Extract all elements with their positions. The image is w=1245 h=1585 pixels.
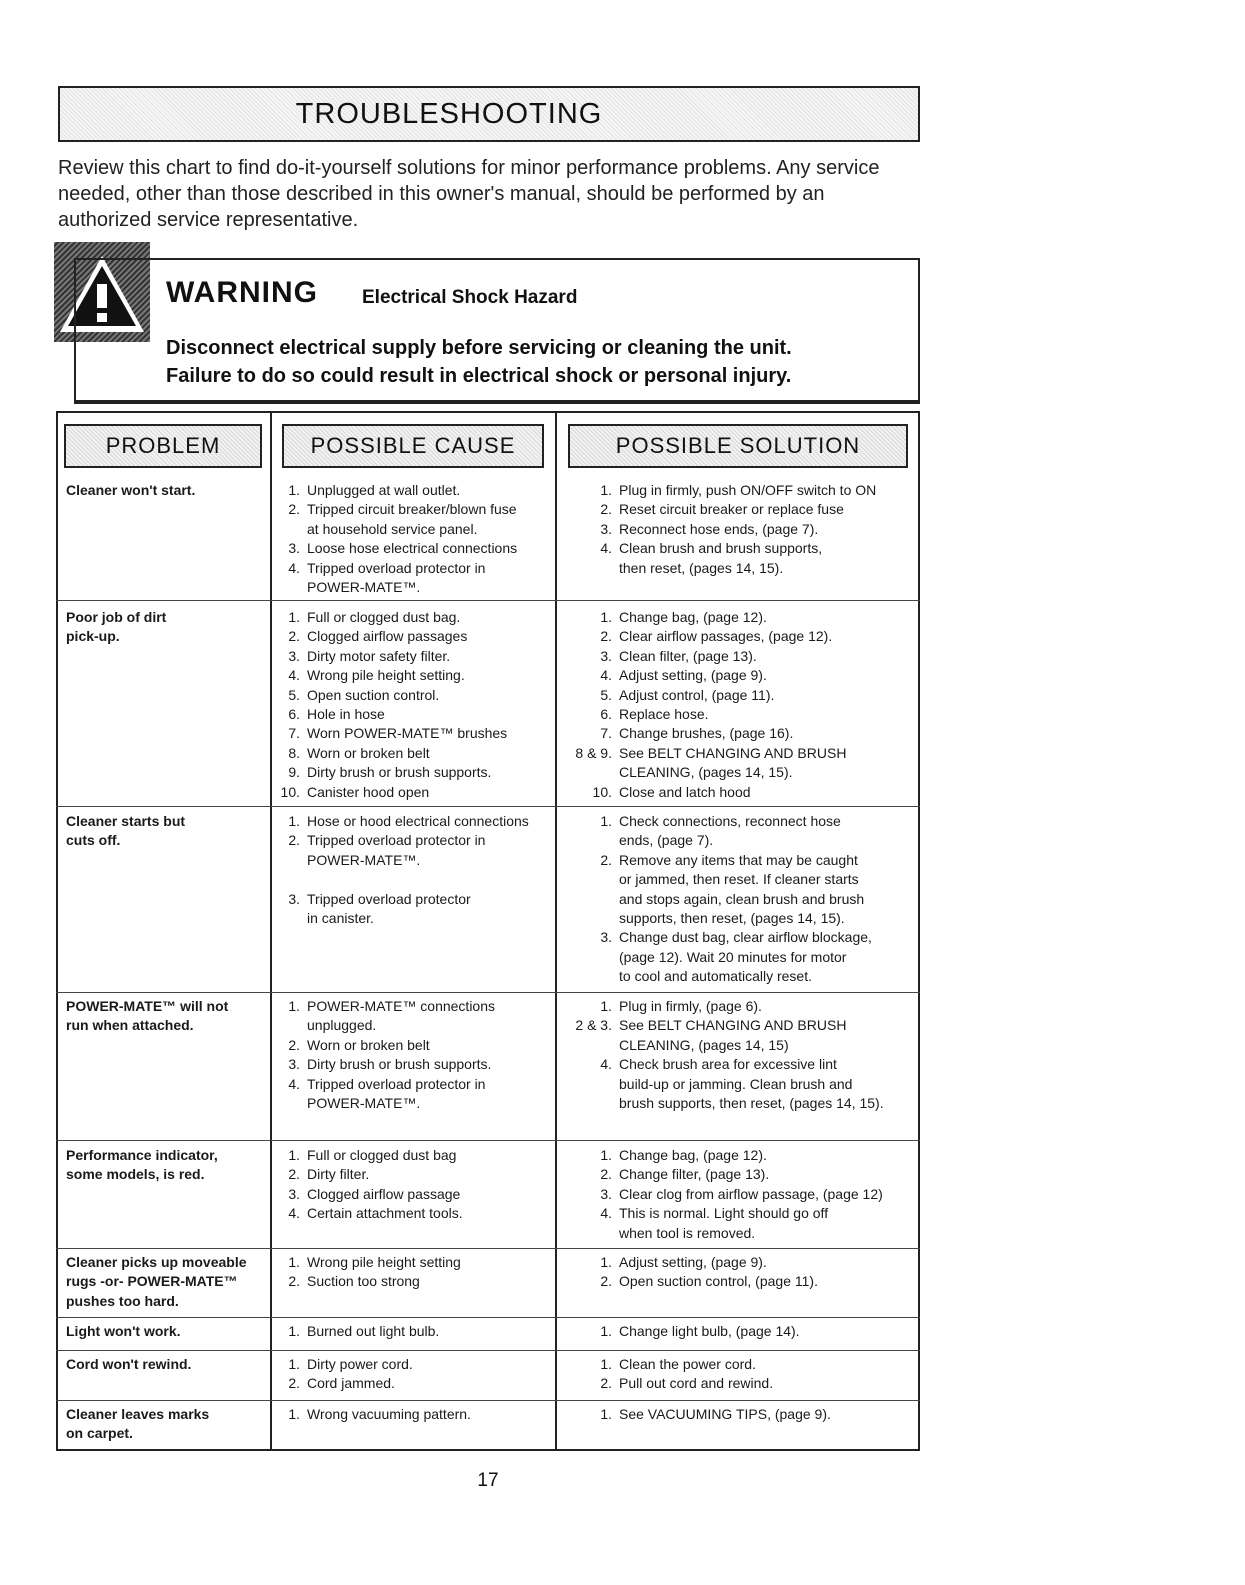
item-number: 3. xyxy=(600,647,612,664)
item-text: Pull out cord and rewind. xyxy=(619,1375,774,1392)
item-number: 8. xyxy=(288,744,300,761)
item-number: 2. xyxy=(600,851,612,868)
item-text: Worn POWER-MATE™ brushes xyxy=(307,725,508,742)
item-text: Worn or broken belt xyxy=(307,1036,430,1053)
list-item xyxy=(568,724,914,743)
item-text: Clogged airflow passages xyxy=(307,628,468,645)
item-number: 5. xyxy=(288,686,300,703)
item-text: Plug in firmly, push ON/OFF switch to ON xyxy=(619,482,877,498)
list-item xyxy=(280,1185,556,1204)
item-text: Close and latch hood xyxy=(619,783,751,800)
item-text: Reset circuit breaker or replace fuse xyxy=(619,501,844,518)
list-item xyxy=(280,763,556,782)
item-number: 2. xyxy=(288,501,300,518)
item-text: Clean the power cord. xyxy=(619,1356,756,1372)
item-number: 2. xyxy=(288,1036,300,1053)
list-item xyxy=(280,831,556,870)
item-number: 4. xyxy=(288,667,300,684)
problem-cell: Light won't work. xyxy=(66,1323,181,1339)
sol-list xyxy=(568,1405,914,1424)
list-item xyxy=(568,783,914,802)
item-text: Full or clogged dust bag. xyxy=(307,609,461,625)
item-number: 1. xyxy=(288,482,300,498)
item-number: 2. xyxy=(600,1375,612,1392)
item-text: Wrong vacuuming pattern. xyxy=(307,1406,471,1422)
item-text: Clean filter, (page 13). xyxy=(619,647,757,664)
item-number: 2. xyxy=(288,628,300,645)
item-number: 2. xyxy=(600,1273,612,1290)
item-number: 1. xyxy=(600,1406,612,1422)
list-item xyxy=(280,539,556,558)
sol-list xyxy=(568,1253,914,1292)
item-text: Tripped circuit breaker/blown fuse at household service panel. xyxy=(307,501,517,537)
item-number: 3. xyxy=(288,647,300,664)
item-number: 1. xyxy=(288,1254,300,1270)
item-number: 3. xyxy=(288,1056,300,1073)
list-item xyxy=(280,500,556,539)
list-item xyxy=(280,1055,556,1074)
cause-list xyxy=(280,812,556,928)
warning-message xyxy=(166,334,906,390)
row-separator xyxy=(56,1350,920,1351)
item-text: Hole in hose xyxy=(307,706,385,723)
list-item xyxy=(568,1204,914,1243)
list-item xyxy=(568,744,914,783)
item-text: Canister hood open xyxy=(307,783,430,800)
header-problem: PROBLEM xyxy=(64,424,262,468)
item-text xyxy=(307,870,556,889)
list-item xyxy=(568,1055,914,1113)
item-number: 1. xyxy=(600,998,612,1014)
item-text: Dirty brush or brush supports. xyxy=(307,764,492,781)
item-number: 6. xyxy=(288,706,300,723)
item-text: Full or clogged dust bag xyxy=(307,1147,457,1163)
item-text: Reconnect hose ends, (page 7). xyxy=(619,520,819,537)
item-text: Clear clog from airflow passage, (page 12) xyxy=(619,1185,883,1202)
list-item xyxy=(568,666,914,685)
item-text: Adjust setting, (page 9). xyxy=(619,1254,767,1270)
list-item xyxy=(568,1374,914,1393)
row-separator xyxy=(56,1400,920,1401)
item-text: Clogged airflow passage xyxy=(307,1185,461,1202)
item-number: 2. xyxy=(600,628,612,645)
cause-list xyxy=(280,608,556,802)
item-text: See BELT CHANGING AND BRUSH CLEANING, (pages 14, 15). xyxy=(619,744,847,781)
page-number: 17 xyxy=(477,1470,499,1491)
list-item xyxy=(568,647,914,666)
list-item xyxy=(568,1405,914,1424)
row-separator xyxy=(56,1248,920,1249)
item-number: 4. xyxy=(600,1056,612,1073)
list-item xyxy=(280,890,556,929)
item-number: 1. xyxy=(600,609,612,625)
sol-list xyxy=(568,608,914,802)
item-number: 2. xyxy=(288,1166,300,1183)
item-text: Wrong pile height setting xyxy=(307,1254,461,1270)
item-number: 1. xyxy=(288,1356,300,1372)
cause-list xyxy=(280,997,556,1113)
list-item xyxy=(280,1075,556,1114)
item-number: 1. xyxy=(600,1147,612,1163)
item-text: Tripped overload protector in POWER-MATE™. xyxy=(307,1075,486,1112)
item-text: Clean brush and brush supports, then reset, (pages 14, 15). xyxy=(619,540,823,576)
list-item xyxy=(568,627,914,646)
item-number: 3. xyxy=(288,1185,300,1202)
item-text: Open suction control. xyxy=(307,686,440,703)
list-item xyxy=(280,997,556,1036)
item-number: 2. xyxy=(600,1166,612,1183)
item-number: 7. xyxy=(600,725,612,742)
item-text: Loose hose electrical connections xyxy=(307,540,518,557)
list-item xyxy=(280,1165,556,1184)
item-number: 2. xyxy=(600,501,612,518)
list-item xyxy=(280,724,556,743)
item-number: 2. xyxy=(288,832,300,849)
list-item xyxy=(568,1185,914,1204)
item-text: Change bag, (page 12). xyxy=(619,1147,767,1163)
problem-cell: Cord won't rewind. xyxy=(66,1356,192,1372)
item-text: This is normal. Light should go off when tool is removed. xyxy=(619,1205,829,1241)
item-text: Plug in firmly, (page 6). xyxy=(619,998,762,1014)
header-possible-cause: POSSIBLE CAUSE xyxy=(282,424,544,468)
item-number: 1. xyxy=(600,482,612,498)
list-item xyxy=(568,851,914,929)
list-item xyxy=(280,1036,556,1055)
list-item xyxy=(280,1272,556,1291)
problem-cell: POWER-MATE™ will not run when attached. xyxy=(66,998,229,1034)
item-text: Suction too strong xyxy=(307,1273,420,1290)
item-number: 4. xyxy=(288,559,300,576)
item-text: Open suction control, (page 11). xyxy=(619,1273,818,1290)
item-text: Dirty brush or brush supports. xyxy=(307,1056,492,1073)
item-number: 1. xyxy=(600,1254,612,1270)
item-text: Dirty filter. xyxy=(307,1166,370,1183)
cause-list xyxy=(280,481,556,597)
item-text: Change brushes, (page 16). xyxy=(619,725,794,742)
item-text: See BELT CHANGING AND BRUSH CLEANING, (pages 14, 15) xyxy=(619,1017,847,1053)
sol-list xyxy=(568,812,914,987)
list-item xyxy=(280,686,556,705)
list-item xyxy=(568,1272,914,1291)
cause-list xyxy=(280,1405,556,1424)
list-item xyxy=(568,1253,914,1272)
sol-list xyxy=(568,1355,914,1394)
item-number: 7. xyxy=(288,725,300,742)
item-number: 6. xyxy=(600,706,612,723)
list-item xyxy=(568,812,914,851)
row-separator xyxy=(56,1140,920,1141)
list-item xyxy=(568,997,914,1016)
item-text: Check brush area for excessive lint build-up or jamming. Clean brush and brush supports, then reset, (pages 14, 15). xyxy=(619,1056,884,1112)
list-item xyxy=(280,559,556,598)
sol-list xyxy=(568,1322,914,1341)
item-number: 9. xyxy=(288,764,300,781)
column-divider xyxy=(270,411,272,1451)
list-item xyxy=(568,1146,914,1165)
item-number: 10. xyxy=(592,783,612,800)
item-number: 5. xyxy=(600,686,612,703)
item-text: Worn or broken belt xyxy=(307,744,430,761)
item-text: Hose or hood electrical connections xyxy=(307,813,529,829)
list-item xyxy=(280,608,556,627)
list-item xyxy=(568,1165,914,1184)
item-text: Tripped overload protector in POWER-MATE™. xyxy=(307,559,486,596)
list-item xyxy=(280,647,556,666)
item-text: Change dust bag, clear airflow blockage, (page 12). Wait 20 minutes for motor to cool and automatically reset. xyxy=(619,929,872,985)
list-item xyxy=(280,1355,556,1374)
list-item xyxy=(568,539,914,578)
item-number: 3. xyxy=(600,520,612,537)
list-item xyxy=(280,1204,556,1223)
list-item xyxy=(280,1374,556,1393)
list-item xyxy=(568,520,914,539)
item-number: 3. xyxy=(600,1185,612,1202)
list-item xyxy=(280,870,556,889)
list-item xyxy=(568,481,914,500)
title-banner xyxy=(58,86,920,142)
list-item xyxy=(280,705,556,724)
item-number: 2. xyxy=(288,1273,300,1290)
row-separator xyxy=(56,992,920,993)
item-text: Change bag, (page 12). xyxy=(619,609,767,625)
list-item xyxy=(568,500,914,519)
cause-list xyxy=(280,1253,556,1292)
row-separator xyxy=(56,806,920,807)
item-number: 4. xyxy=(600,1205,612,1222)
list-item xyxy=(568,1355,914,1374)
cause-list xyxy=(280,1322,556,1341)
item-number: 3. xyxy=(600,929,612,946)
list-item xyxy=(280,627,556,646)
intro-paragraph: Review this chart to find do-it-yourself solutions for minor performance problems. Any service needed, other than those described in this owner's manual, should be performed by an authorized service representative. xyxy=(58,157,880,231)
problem-cell: Cleaner starts but cuts off. xyxy=(66,813,186,849)
item-text: Burned out light bulb. xyxy=(307,1323,440,1339)
item-text: Certain attachment tools. xyxy=(307,1205,463,1222)
item-text: Unplugged at wall outlet. xyxy=(307,482,461,498)
problem-cell: Performance indicator, some models, is red. xyxy=(66,1147,218,1183)
list-item xyxy=(280,1405,556,1424)
item-number: 4. xyxy=(600,667,612,684)
warning-line-2: Failure to do so could result in electrical shock or personal injury. xyxy=(166,365,792,387)
list-item xyxy=(280,481,556,500)
problem-cell: Cleaner picks up moveable rugs -or- POWER-MATE™ pushes too hard. xyxy=(66,1254,247,1309)
item-text: Remove any items that may be caught or jammed, then reset. If cleaner starts and stops again, clean brush and brush supports, then reset, (pages 14, 15). xyxy=(619,851,865,927)
item-number xyxy=(280,870,300,889)
item-number: 1. xyxy=(288,609,300,625)
list-item xyxy=(568,608,914,627)
cause-list xyxy=(280,1146,556,1224)
item-text: Clear airflow passages, (page 12). xyxy=(619,628,833,645)
item-number: 8 & 9. xyxy=(575,744,612,761)
item-number: 1. xyxy=(288,1323,300,1339)
item-text: Cord jammed. xyxy=(307,1375,395,1392)
problem-cell: Poor job of dirt pick-up. xyxy=(66,609,167,645)
item-text: POWER-MATE™ connections unplugged. xyxy=(307,998,496,1034)
item-number: 2 & 3. xyxy=(575,1017,612,1034)
item-number: 4. xyxy=(288,1075,300,1092)
sol-list xyxy=(568,481,914,578)
item-text: Change filter, (page 13). xyxy=(619,1166,770,1183)
item-text: Tripped overload protector in POWER-MATE™. xyxy=(307,832,486,868)
list-item xyxy=(280,666,556,685)
item-number: 3. xyxy=(288,540,300,557)
row-separator xyxy=(56,1317,920,1318)
header-possible-solution: POSSIBLE SOLUTION xyxy=(568,424,908,468)
cause-list xyxy=(280,1355,556,1394)
list-item xyxy=(280,744,556,763)
problem-cell: Cleaner leaves marks on carpet. xyxy=(66,1406,210,1442)
page-title: TROUBLESHOOTING xyxy=(295,97,603,130)
list-item xyxy=(280,783,556,802)
sol-list xyxy=(568,997,914,1113)
item-text: Tripped overload protector in canister. xyxy=(307,890,471,927)
sol-list xyxy=(568,1146,914,1243)
list-item xyxy=(280,1322,556,1341)
warning-subtitle: Electrical Shock Hazard xyxy=(362,287,578,308)
item-number: 1. xyxy=(288,1147,300,1163)
item-number: 2. xyxy=(288,1375,300,1392)
item-text: Wrong pile height setting. xyxy=(307,667,465,684)
list-item xyxy=(568,1016,914,1055)
row-separator xyxy=(56,600,920,601)
list-item xyxy=(568,928,914,986)
problem-cell: Cleaner won't start. xyxy=(66,482,196,498)
item-text: Replace hose. xyxy=(619,706,709,723)
item-number: 1. xyxy=(288,998,300,1014)
warning-line-1: Disconnect electrical supply before servicing or cleaning the unit. xyxy=(166,337,792,359)
item-text: Dirty motor safety filter. xyxy=(307,647,451,664)
item-text: Adjust control, (page 11). xyxy=(619,686,775,703)
list-item xyxy=(568,705,914,724)
item-number: 4. xyxy=(600,540,612,557)
list-item xyxy=(280,1146,556,1165)
item-text: Adjust setting, (page 9). xyxy=(619,667,767,684)
item-number: 1. xyxy=(288,1406,300,1422)
item-text: See VACUUMING TIPS, (page 9). xyxy=(619,1406,831,1422)
list-item xyxy=(568,1322,914,1341)
item-number: 10. xyxy=(280,783,300,800)
item-number: 1. xyxy=(600,1356,612,1372)
item-text: Check connections, reconnect hose ends, (page 7). xyxy=(619,813,841,849)
list-item xyxy=(280,812,556,831)
item-number: 3. xyxy=(288,890,300,907)
warning-title: WARNING xyxy=(166,276,318,309)
list-item xyxy=(280,1253,556,1272)
item-number: 1. xyxy=(600,813,612,829)
list-item xyxy=(568,686,914,705)
item-text: Dirty power cord. xyxy=(307,1356,413,1372)
item-number: 4. xyxy=(288,1205,300,1222)
item-number: 1. xyxy=(600,1323,612,1339)
item-number: 1. xyxy=(288,813,300,829)
item-text: Change light bulb, (page 14). xyxy=(619,1323,800,1339)
